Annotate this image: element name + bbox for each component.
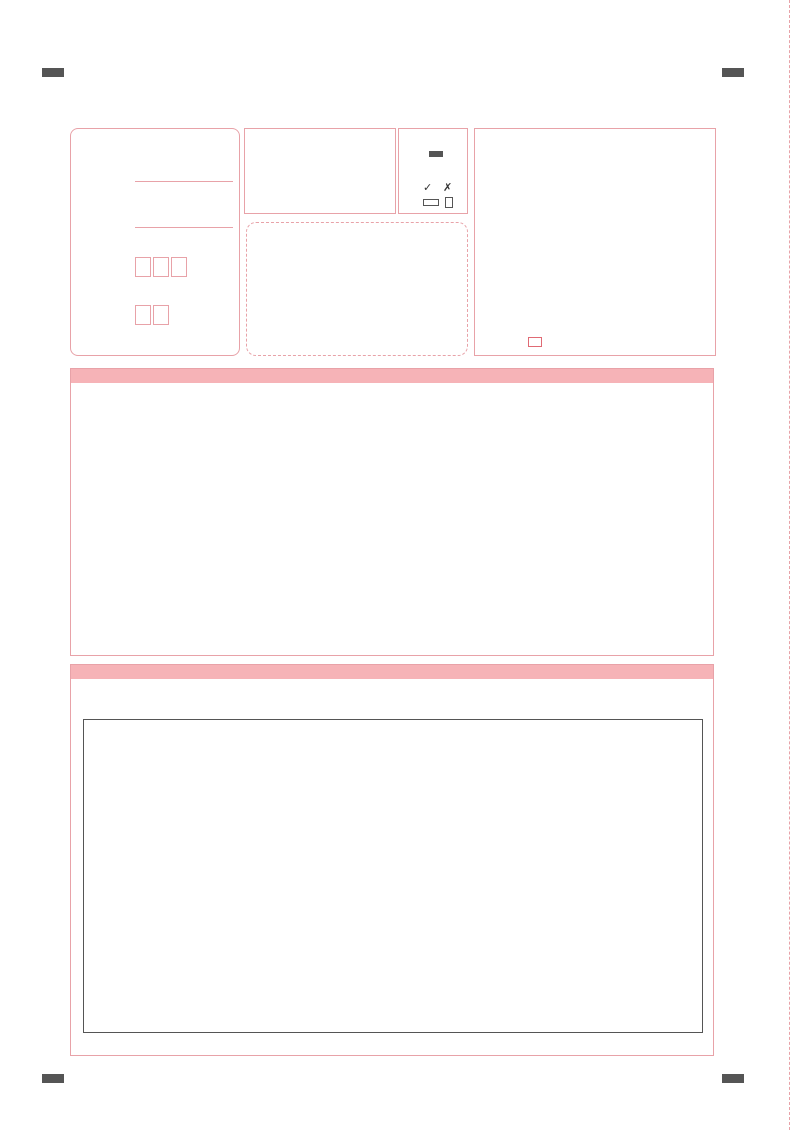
section-band [71,665,713,679]
notes-box [244,128,396,214]
seat-box[interactable] [153,305,169,325]
partial-fill-sample [423,199,439,206]
correct-fill-sample [429,151,443,157]
room-box[interactable] [171,257,187,277]
objective-answer-area [70,368,714,656]
name-field[interactable] [135,227,233,228]
timing-mark [722,1074,744,1083]
part3-answer-box [83,719,703,1033]
cross-mark-icon: ✗ [443,181,453,194]
class-field[interactable] [135,181,233,182]
section-band [71,369,713,383]
timing-mark [42,1074,64,1083]
timing-mark [42,68,64,77]
barcode-area [246,222,468,356]
exam-id-box [474,128,716,356]
part3-area [70,664,714,1056]
check-mark-icon: ✓ [423,181,433,194]
room-box[interactable] [135,257,151,277]
partial-fill-sample [445,197,453,208]
seat-box[interactable] [135,305,151,325]
absent-bubble[interactable] [528,337,542,347]
student-info-box [70,128,240,356]
fill-example-box [398,128,468,214]
room-box[interactable] [153,257,169,277]
cut-line [789,0,790,1130]
timing-mark [722,68,744,77]
